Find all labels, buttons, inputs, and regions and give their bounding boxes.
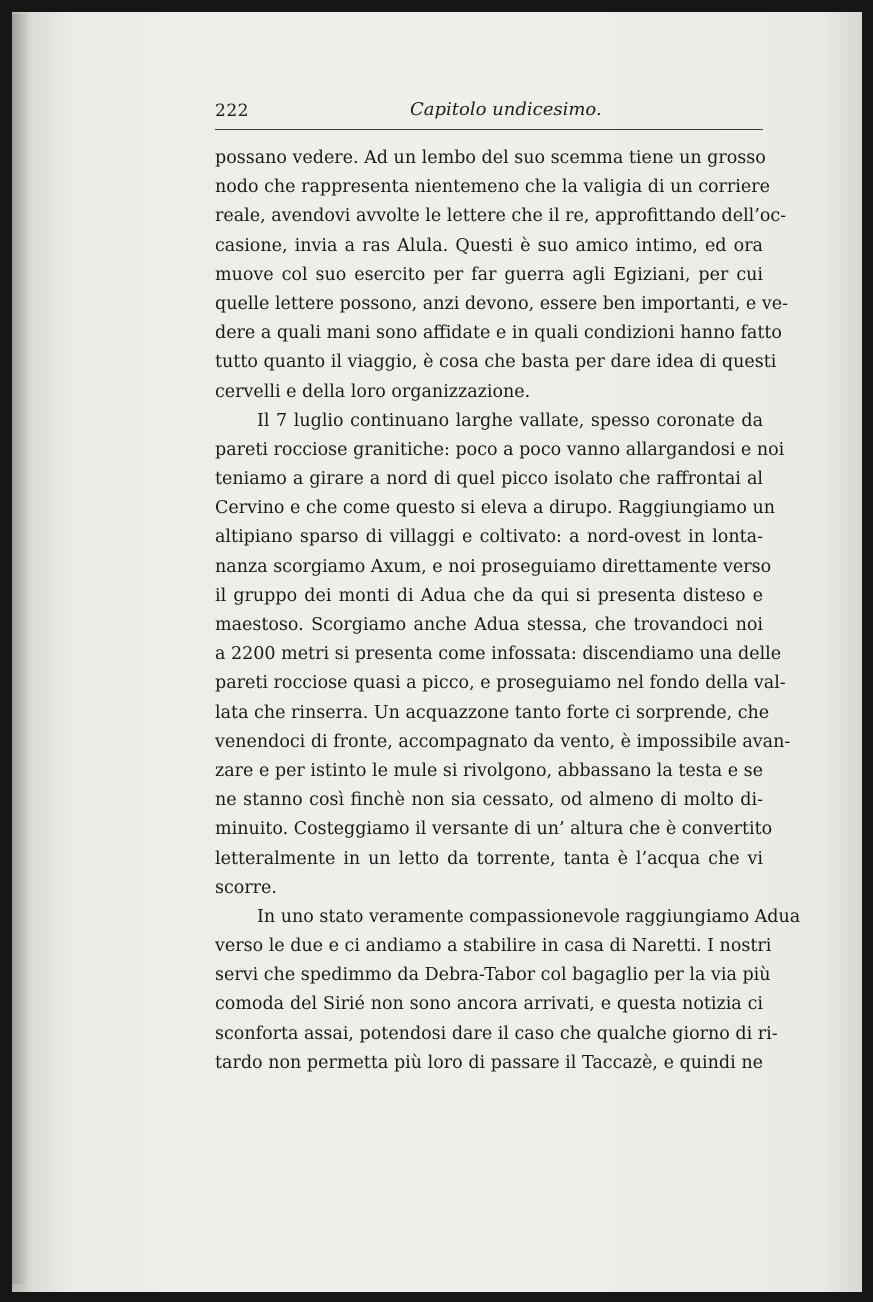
text-line: Cervino e che come questo si eleva a dirupo. Raggiungiamo un bbox=[215, 498, 776, 519]
text-line: pareti rocciose granitiche: poco a poco vanno allargandosi e noi bbox=[215, 439, 785, 460]
text-line: tardo non permetta più loro di passare il Taccazè, e quindi ne bbox=[215, 1052, 763, 1073]
text-line: casione, invia a ras Alula. Questi è suo amico intimo, ed ora bbox=[215, 235, 763, 256]
text-line: a 2200 metri si presenta come infossata: discendiamo una delle bbox=[215, 644, 782, 665]
text-line: ne stanno così finchè non sia cessato, od almeno di molto di- bbox=[215, 790, 763, 811]
text-line: maestoso. Scorgiamo anche Adua stessa, che trovandoci noi bbox=[215, 615, 763, 635]
text-line: teniamo a girare a nord di quel picco isolato che raffrontai al bbox=[215, 469, 763, 490]
text-line: Il 7 luglio continuano larghe vallate, spesso coronate da bbox=[257, 410, 763, 431]
text-line: lata che rinserra. Un acquazzone tanto forte ci sorprende, che bbox=[215, 702, 770, 723]
text-line: quelle lettere possono, anzi devono, essere ben importanti, e ve- bbox=[215, 293, 788, 314]
body-text bbox=[215, 144, 801, 1078]
text-line: sconforta assai, potendosi dare il caso che qualche giorno di ri- bbox=[215, 1023, 778, 1044]
page-header bbox=[215, 97, 763, 127]
text-line: venendoci di fronte, accompagnato da vento, è impossibile avan- bbox=[215, 731, 791, 752]
header-rule bbox=[215, 129, 763, 130]
page-binding-edge bbox=[12, 14, 26, 1284]
text-line: dere a quali mani sono affidate e in quali condizioni hanno fatto bbox=[215, 323, 782, 344]
text-line: possano vedere. Ad un lembo del suo scemma tiene un grosso bbox=[215, 148, 766, 168]
running-title: Capitolo undicesimo. bbox=[410, 99, 602, 120]
text-line: muove col suo esercito per far guerra agli Egiziani, per cui bbox=[215, 264, 763, 285]
text-line: minuito. Costeggiamo il versante di un’ altura che è convertito bbox=[215, 819, 773, 840]
text-line: servi che spedimmo da Debra-Tabor col bagaglio per la via più bbox=[215, 965, 771, 986]
text-line: In uno stato veramente compassionevole raggiungiamo Adua bbox=[257, 906, 801, 927]
page-number: 222 bbox=[215, 101, 249, 121]
text-line: cervelli e della loro organizzazione. bbox=[215, 381, 531, 402]
text-line: reale, avendovi avvolte le lettere che il re, approfittando dell’oc- bbox=[215, 206, 787, 227]
text-line: scorre. bbox=[215, 877, 277, 898]
text-line: verso le due e ci andiamo a stabilire in casa di Naretti. I nostri bbox=[215, 936, 772, 957]
text-line: tutto quanto il viaggio, è cosa che basta per dare idea di questi bbox=[215, 352, 777, 373]
text-line: altipiano sparso di villaggi e coltivato: a nord-ovest in lonta- bbox=[215, 527, 763, 548]
text-line: zare e per istinto le mule si rivolgono, abbassano la testa e se bbox=[215, 760, 763, 781]
text-line: letteralmente in un letto da torrente, tanta è l’acqua che vi bbox=[215, 848, 763, 869]
text-line: nanza scorgiamo Axum, e noi proseguiamo direttamente verso bbox=[215, 556, 772, 577]
text-line: nodo che rappresenta nientemeno che la valigia di un corriere bbox=[215, 177, 770, 198]
text-line: pareti rocciose quasi a picco, e proseguiamo nel fondo della val- bbox=[215, 673, 786, 694]
text-line: comoda del Sirié non sono ancora arrivati, e questa notizia ci bbox=[215, 994, 763, 1015]
text-line: il gruppo dei monti di Adua che da qui si presenta disteso e bbox=[215, 585, 763, 606]
